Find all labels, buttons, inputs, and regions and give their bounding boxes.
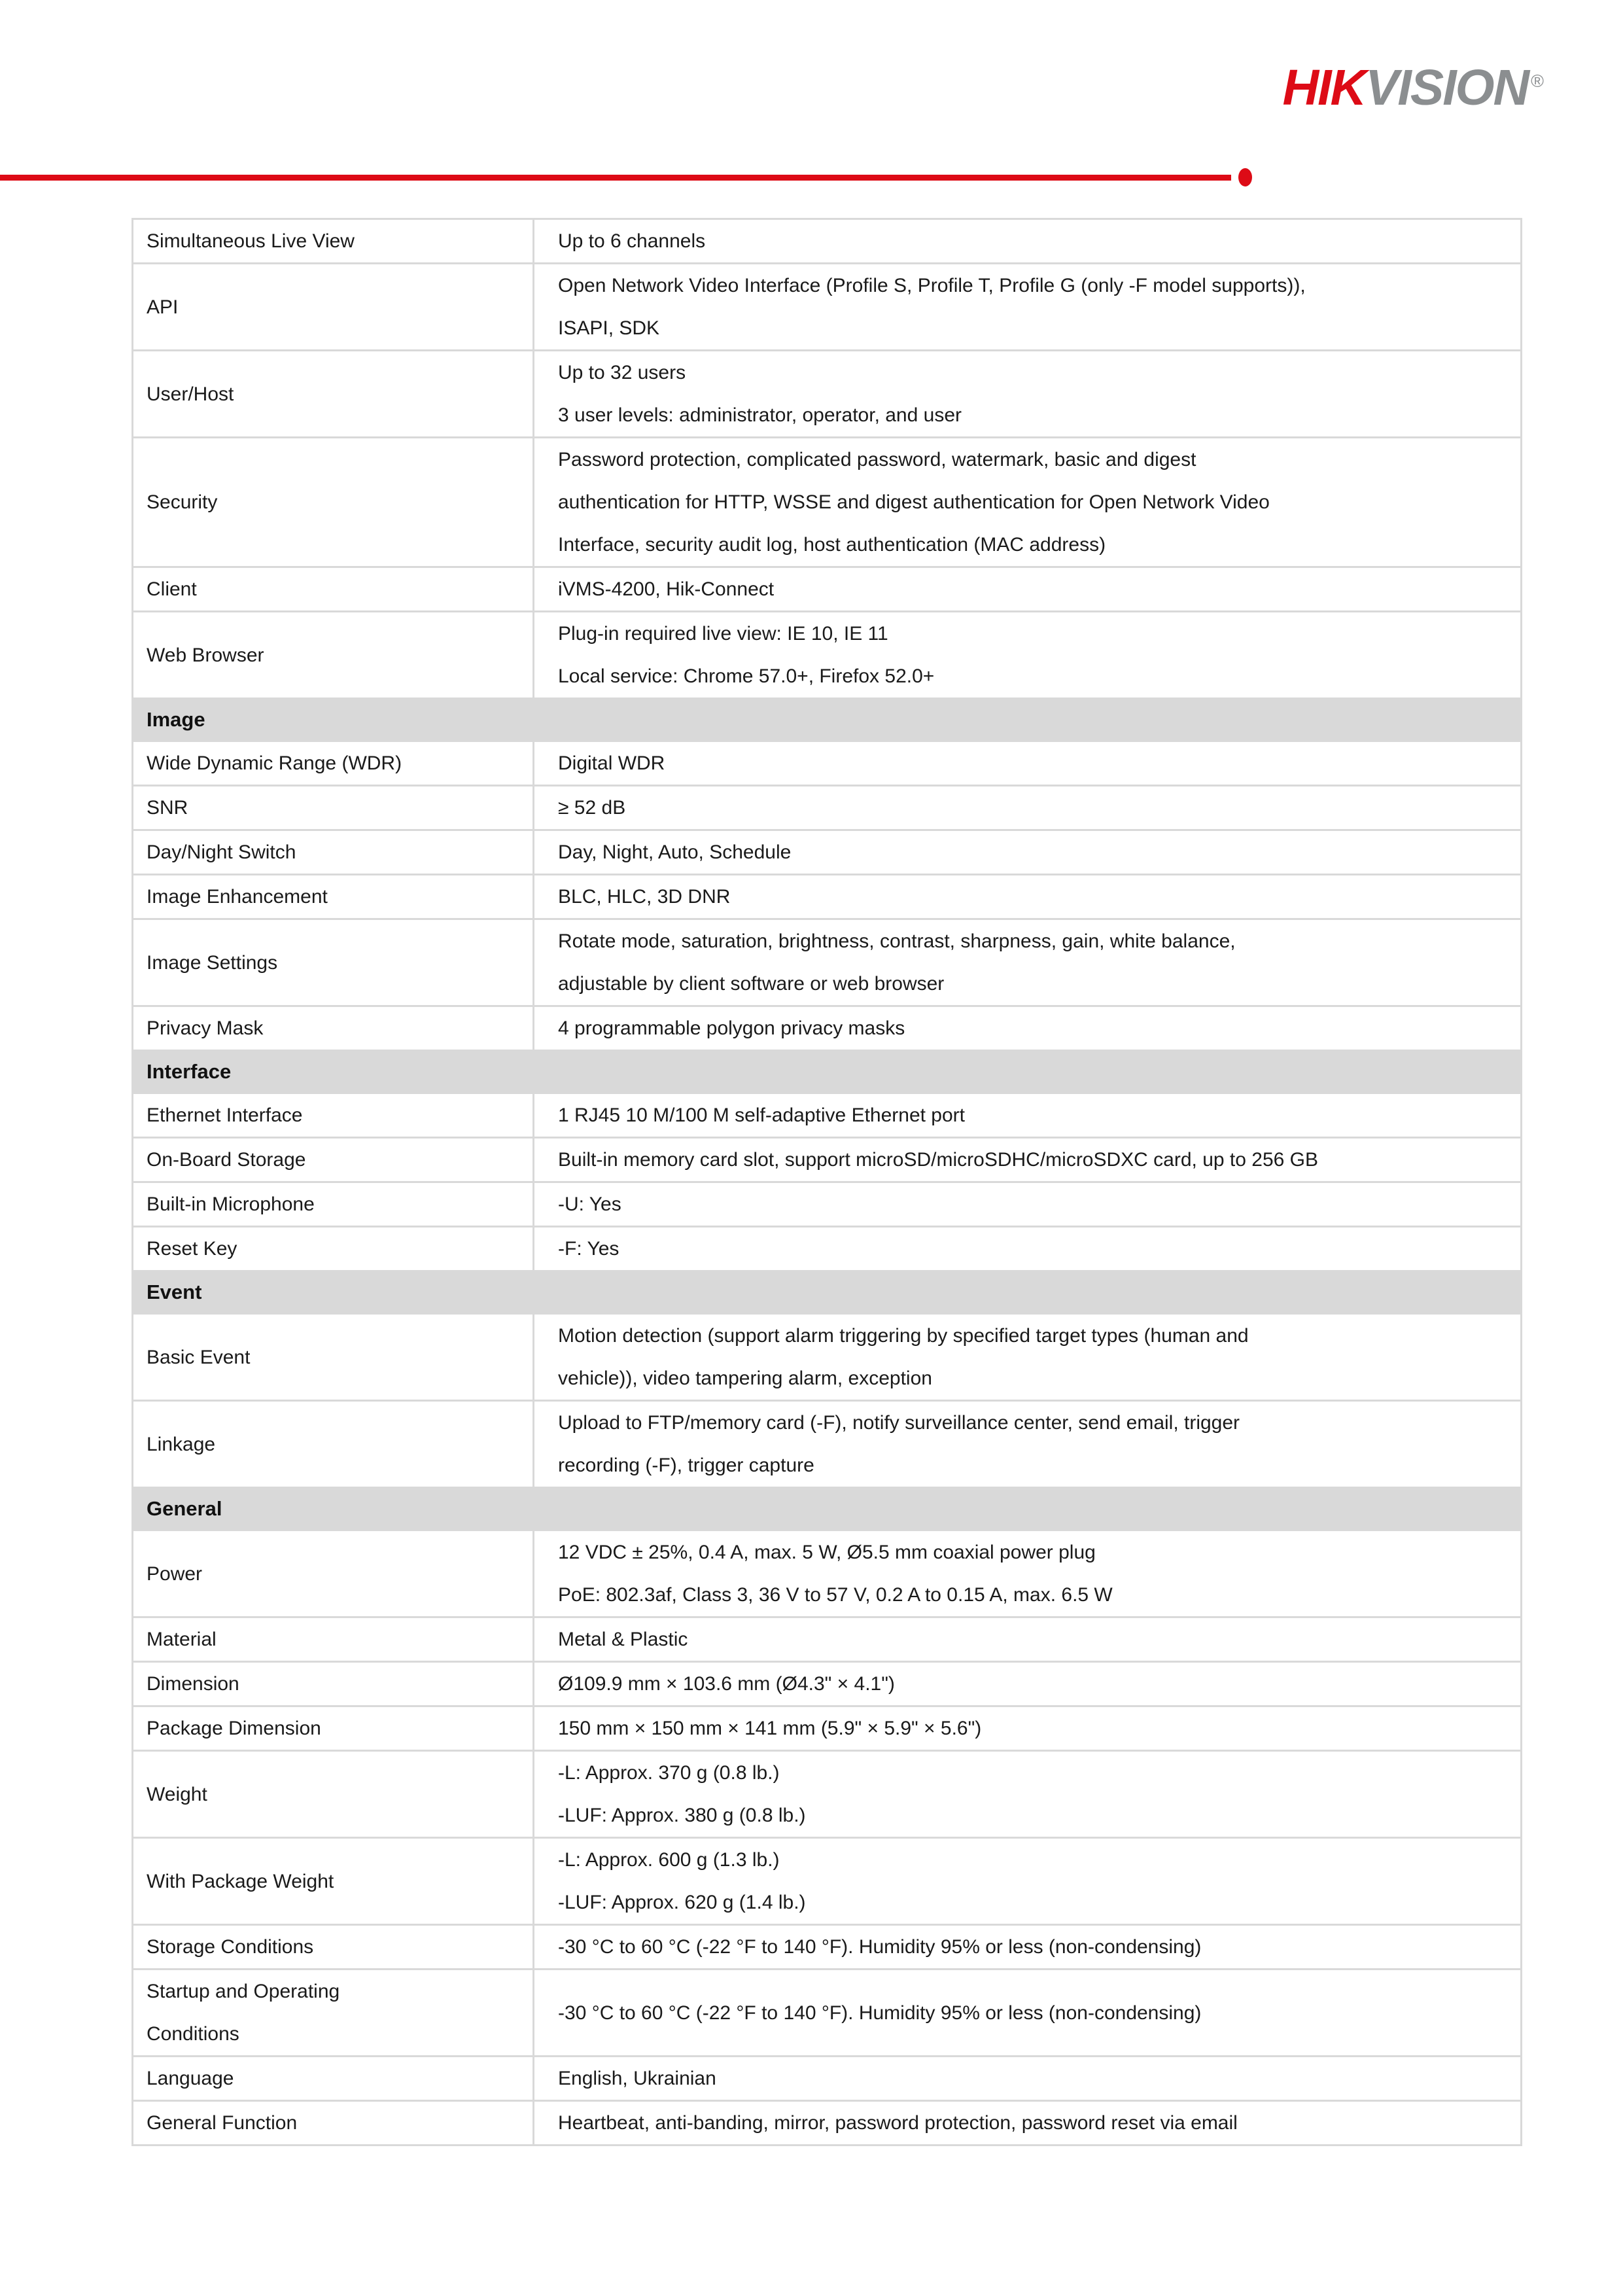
- cell-text-line: Rotate mode, saturation, brightness, contrast, sharpness, gain, white balance,: [558, 930, 1236, 952]
- cell-text-line: Power: [147, 1563, 203, 1585]
- spec-label: [133, 1706, 534, 1751]
- cell-text-line: PoE: 802.3af, Class 3, 36 V to 57 V, 0.2 A to 0.15 A, max. 6.5 W: [558, 1584, 1113, 1606]
- spec-row: [133, 1314, 1522, 1401]
- spec-value: [534, 1138, 1522, 1182]
- cell-text-line: authentication for HTTP, WSSE and digest authentication for Open Network Video: [558, 491, 1270, 513]
- spec-row: [133, 1838, 1522, 1925]
- spec-label: [133, 1182, 534, 1227]
- cell-text-line: Local service: Chrome 57.0+, Firefox 52.0+: [558, 665, 935, 687]
- cell-text-line: Startup and Operating: [147, 1981, 340, 2002]
- cell-text-line: General Function: [147, 2112, 298, 2134]
- cell-text-line: Reset Key: [147, 1238, 237, 1260]
- cell-text-line: Security: [147, 491, 218, 513]
- cell-text-line: 3 user levels: administrator, operator, and user: [558, 404, 962, 426]
- cell-text-line: Client: [147, 578, 197, 600]
- cell-text-line: Weight: [147, 1783, 207, 1805]
- spec-row: [133, 351, 1522, 438]
- cell-text-line: Ø109.9 mm × 103.6 mm (Ø4.3" × 4.1"): [558, 1673, 895, 1695]
- spec-value: [534, 1093, 1522, 1138]
- spec-label: [133, 567, 534, 612]
- cell-text-line: Password protection, complicated password, watermark, basic and digest: [558, 449, 1196, 470]
- spec-value: [534, 219, 1522, 264]
- spec-value: [534, 1006, 1522, 1051]
- spec-value: [534, 264, 1522, 351]
- cell-text-line: SNR: [147, 797, 188, 819]
- spec-table-body: [133, 219, 1522, 2146]
- section-title: Image: [133, 699, 1522, 741]
- spec-label: [133, 1314, 534, 1401]
- section-title: General: [133, 1488, 1522, 1530]
- cell-text-line: Package Dimension: [147, 1718, 321, 1739]
- cell-text-line: On-Board Storage: [147, 1149, 306, 1171]
- spec-label: [133, 1093, 534, 1138]
- cell-text-line: Plug-in required live view: IE 10, IE 11: [558, 623, 888, 645]
- spec-label: [133, 351, 534, 438]
- cell-text-line: ≥ 52 dB: [558, 797, 626, 819]
- spec-label: [133, 1530, 534, 1617]
- cell-text-line: Built-in memory card slot, support microSD/microSDHC/microSDXC card, up to 256 GB: [558, 1149, 1319, 1171]
- spec-label: [133, 264, 534, 351]
- section-header-row: [133, 1051, 1522, 1093]
- cell-text-line: Ethernet Interface: [147, 1104, 303, 1126]
- cell-text-line: ISAPI, SDK: [558, 317, 660, 339]
- header-divider-rule: [0, 175, 1231, 181]
- spec-value: [534, 1182, 1522, 1227]
- cell-text-line: Heartbeat, anti-banding, mirror, password protection, password reset via email: [558, 2112, 1238, 2134]
- spec-label: [133, 438, 534, 567]
- cell-text-line: Open Network Video Interface (Profile S, Profile T, Profile G (only -F model supports)),: [558, 275, 1306, 296]
- cell-text-line: With Package Weight: [147, 1870, 334, 1892]
- spec-row: [133, 741, 1522, 786]
- logo-vision-text: VISION: [1365, 60, 1529, 116]
- spec-label: [133, 1838, 534, 1925]
- spec-label: [133, 919, 534, 1006]
- cell-text-line: User/Host: [147, 383, 234, 405]
- cell-text-line: Up to 32 users: [558, 362, 686, 383]
- cell-text-line: Wide Dynamic Range (WDR): [147, 752, 402, 774]
- cell-text-line: Interface, security audit log, host authentication (MAC address): [558, 534, 1106, 556]
- spec-row: [133, 786, 1522, 830]
- section-title: Interface: [133, 1051, 1522, 1093]
- cell-text-line: Basic Event: [147, 1346, 251, 1368]
- spec-value: [534, 438, 1522, 567]
- spec-row: [133, 830, 1522, 875]
- spec-row: [133, 219, 1522, 264]
- spec-value: [534, 1617, 1522, 1662]
- specification-table: [131, 218, 1522, 2146]
- cell-text-line: adjustable by client software or web browser: [558, 973, 945, 995]
- spec-label: [133, 786, 534, 830]
- spec-value: [534, 830, 1522, 875]
- spec-value: [534, 786, 1522, 830]
- cell-text-line: 1 RJ45 10 M/100 M self-adaptive Ethernet port: [558, 1104, 966, 1126]
- cell-text-line: Motion detection (support alarm triggering by specified target types (human and: [558, 1325, 1249, 1347]
- spec-row: [133, 567, 1522, 612]
- spec-value: [534, 1227, 1522, 1271]
- cell-text-line: Day/Night Switch: [147, 841, 296, 863]
- spec-label: [133, 1006, 534, 1051]
- spec-label: [133, 1138, 534, 1182]
- spec-row: [133, 875, 1522, 919]
- spec-value: [534, 1751, 1522, 1838]
- spec-row: [133, 1530, 1522, 1617]
- spec-row: [133, 2057, 1522, 2101]
- cell-text-line: English, Ukrainian: [558, 2068, 716, 2089]
- spec-row: [133, 1706, 1522, 1751]
- spec-row: [133, 1969, 1522, 2057]
- spec-row: [133, 2101, 1522, 2146]
- spec-row: [133, 1617, 1522, 1662]
- spec-value: [534, 1925, 1522, 1969]
- cell-text-line: 4 programmable polygon privacy masks: [558, 1017, 905, 1039]
- section-header-row: [133, 1271, 1522, 1314]
- spec-row: [133, 264, 1522, 351]
- cell-text-line: vehicle)), video tampering alarm, exception: [558, 1368, 932, 1389]
- spec-label: [133, 1227, 534, 1271]
- spec-value: [534, 2101, 1522, 2146]
- section-header-row: [133, 1488, 1522, 1530]
- registered-trademark-symbol: ®: [1531, 71, 1544, 92]
- cell-text-line: BLC, HLC, 3D DNR: [558, 886, 731, 908]
- spec-label: [133, 830, 534, 875]
- cell-text-line: -30 °C to 60 °C (-22 °F to 140 °F). Humidity 95% or less (non-condensing): [558, 1936, 1202, 1958]
- spec-value: [534, 567, 1522, 612]
- spec-label: [133, 875, 534, 919]
- spec-value: [534, 1706, 1522, 1751]
- spec-value: [534, 1530, 1522, 1617]
- cell-text-line: Web Browser: [147, 644, 264, 666]
- spec-row: [133, 1662, 1522, 1706]
- cell-text-line: -F: Yes: [558, 1238, 620, 1260]
- header-divider-dot: [1238, 168, 1252, 186]
- cell-text-line: Simultaneous Live View: [147, 230, 355, 252]
- spec-row: [133, 919, 1522, 1006]
- cell-text-line: Upload to FTP/memory card (-F), notify surveillance center, send email, trigger: [558, 1412, 1240, 1434]
- spec-value: [534, 612, 1522, 699]
- spec-row: [133, 1093, 1522, 1138]
- spec-label: [133, 2101, 534, 2146]
- cell-text-line: Up to 6 channels: [558, 230, 706, 252]
- spec-value: [534, 875, 1522, 919]
- section-header-row: [133, 699, 1522, 741]
- cell-text-line: Day, Night, Auto, Schedule: [558, 841, 792, 863]
- spec-value: [534, 741, 1522, 786]
- spec-label: [133, 741, 534, 786]
- section-title: Event: [133, 1271, 1522, 1314]
- cell-text-line: -L: Approx. 600 g (1.3 lb.): [558, 1849, 780, 1871]
- spec-value: [534, 1401, 1522, 1488]
- cell-text-line: Privacy Mask: [147, 1017, 264, 1039]
- spec-row: [133, 1182, 1522, 1227]
- cell-text-line: Material: [147, 1629, 217, 1650]
- spec-row: [133, 1227, 1522, 1271]
- spec-row: [133, 1925, 1522, 1969]
- cell-text-line: recording (-F), trigger capture: [558, 1455, 814, 1476]
- spec-row: [133, 1138, 1522, 1182]
- spec-label: [133, 219, 534, 264]
- cell-text-line: Image Enhancement: [147, 886, 328, 908]
- cell-text-line: Storage Conditions: [147, 1936, 314, 1958]
- spec-value: [534, 1662, 1522, 1706]
- cell-text-line: -LUF: Approx. 380 g (0.8 lb.): [558, 1805, 806, 1826]
- spec-value: [534, 351, 1522, 438]
- spec-label: [133, 612, 534, 699]
- spec-label: [133, 1617, 534, 1662]
- spec-label: [133, 1925, 534, 1969]
- cell-text-line: Dimension: [147, 1673, 239, 1695]
- spec-value: [534, 1969, 1522, 2057]
- cell-text-line: API: [147, 296, 179, 318]
- cell-text-line: Conditions: [147, 2023, 239, 2045]
- cell-text-line: -L: Approx. 370 g (0.8 lb.): [558, 1762, 780, 1784]
- cell-text-line: Metal & Plastic: [558, 1629, 688, 1650]
- cell-text-line: Image Settings: [147, 951, 278, 974]
- spec-row: [133, 1751, 1522, 1838]
- spec-row: [133, 438, 1522, 567]
- spec-label: [133, 2057, 534, 2101]
- cell-text-line: -30 °C to 60 °C (-22 °F to 140 °F). Humidity 95% or less (non-condensing): [558, 2002, 1202, 2024]
- spec-row: [133, 612, 1522, 699]
- cell-text-line: -LUF: Approx. 620 g (1.4 lb.): [558, 1892, 806, 1913]
- cell-text-line: Linkage: [147, 1433, 216, 1455]
- cell-text-line: 150 mm × 150 mm × 141 mm (5.9" × 5.9" × 5.6"): [558, 1718, 982, 1739]
- spec-row: [133, 1006, 1522, 1051]
- hikvision-logo: [1282, 60, 1544, 116]
- spec-label: [133, 1969, 534, 2057]
- cell-text-line: 12 VDC ± 25%, 0.4 A, max. 5 W, Ø5.5 mm coaxial power plug: [558, 1542, 1096, 1563]
- spec-value: [534, 919, 1522, 1006]
- cell-text-line: Language: [147, 2068, 234, 2089]
- spec-label: [133, 1662, 534, 1706]
- spec-value: [534, 2057, 1522, 2101]
- spec-row: [133, 1401, 1522, 1488]
- cell-text-line: Digital WDR: [558, 752, 665, 774]
- cell-text-line: iVMS-4200, Hik-Connect: [558, 578, 775, 600]
- spec-value: [534, 1838, 1522, 1925]
- spec-label: [133, 1751, 534, 1838]
- spec-value: [534, 1314, 1522, 1401]
- cell-text-line: -U: Yes: [558, 1193, 621, 1215]
- cell-text-line: Built-in Microphone: [147, 1193, 315, 1215]
- spec-label: [133, 1401, 534, 1488]
- logo-hik-text: HIK: [1282, 60, 1366, 116]
